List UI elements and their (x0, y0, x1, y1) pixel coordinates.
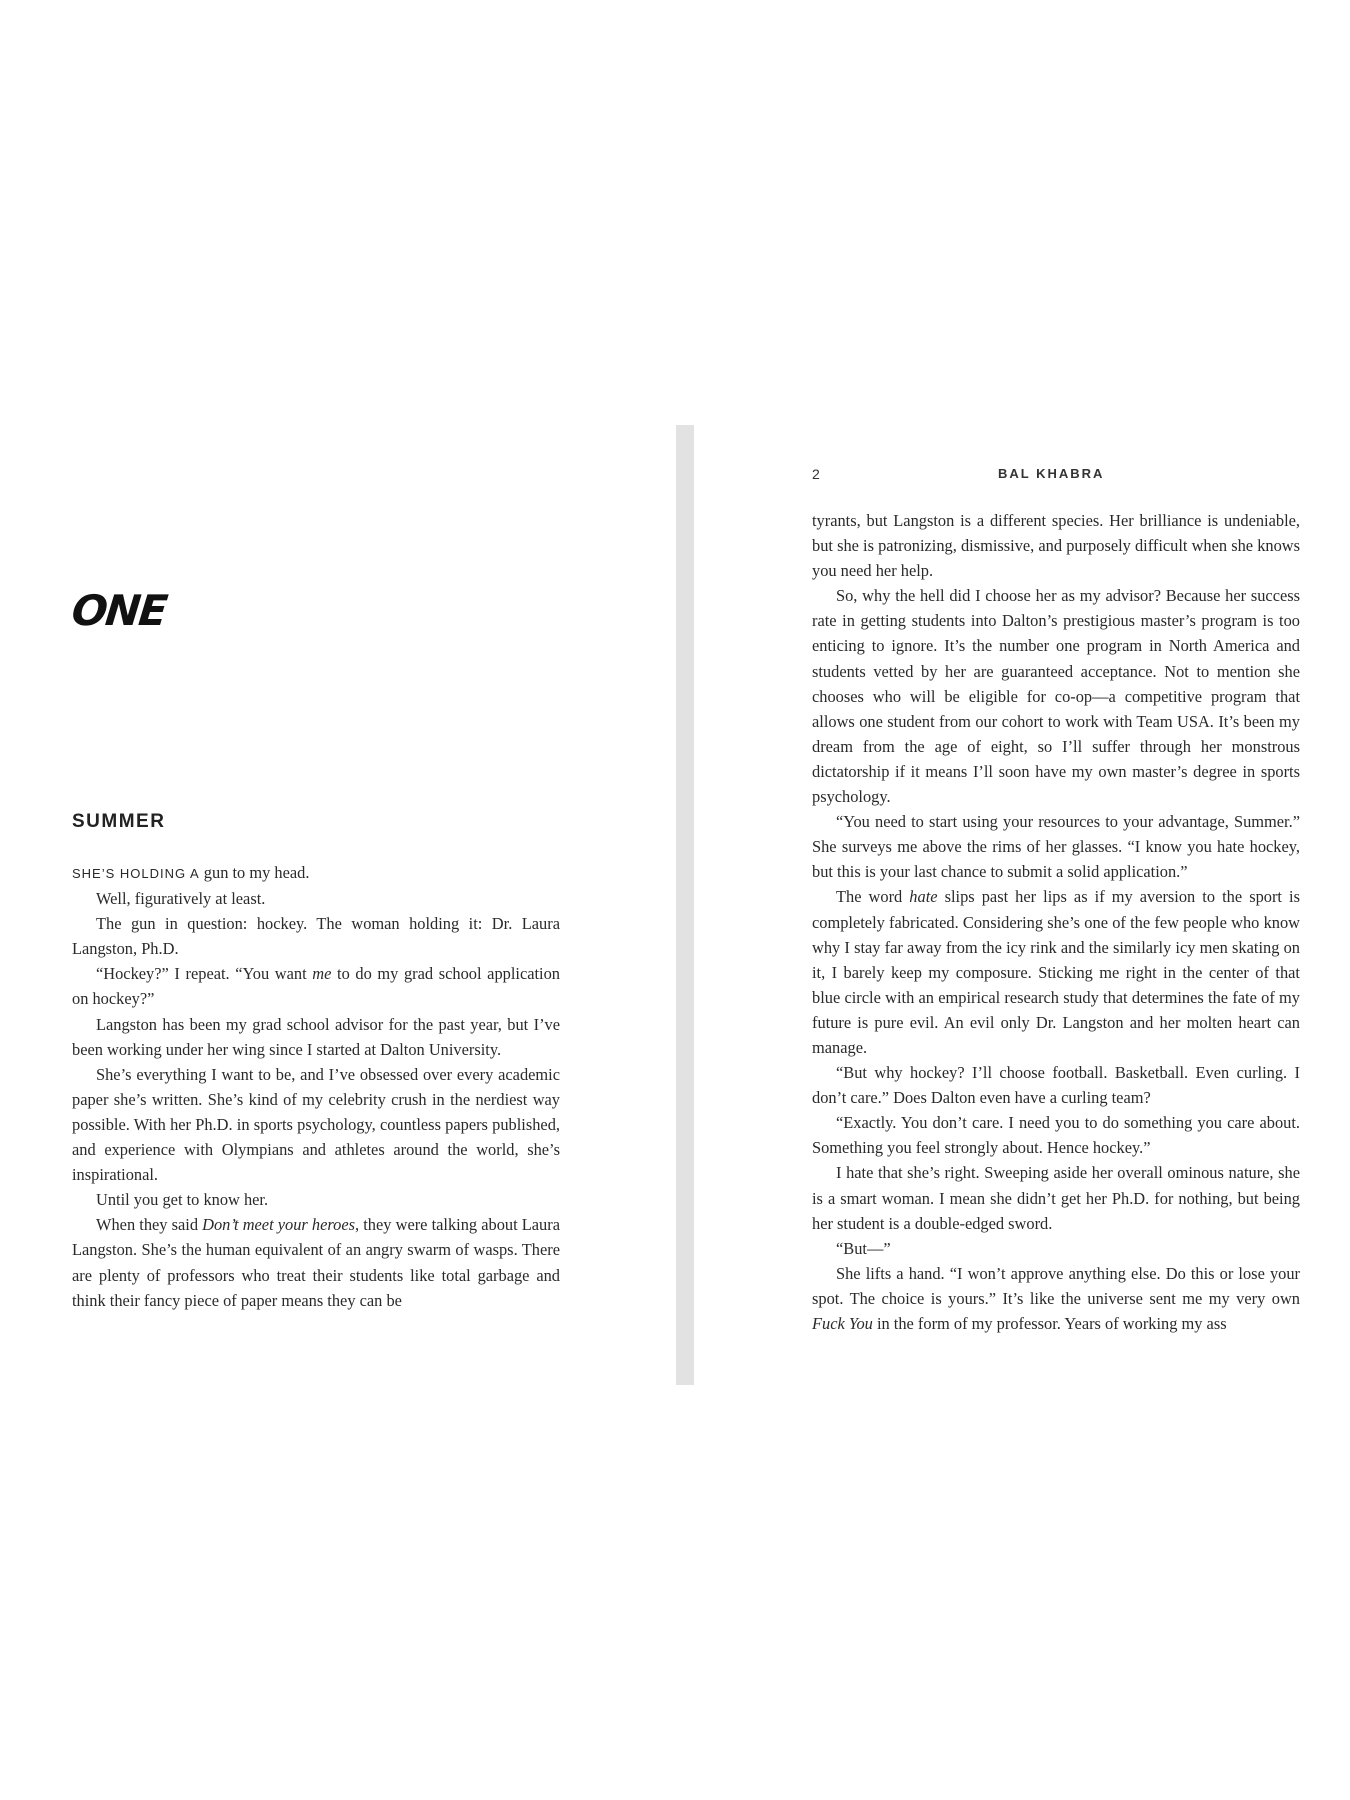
paragraph: Langston has been my grad school advisor for the past year, but I’ve been working under her wing since I started at Dalton University. (72, 1014, 560, 1059)
paragraph: tyrants, but Langston is a different species. Her brilliance is undeniable, but she is patronizing, dismissive, and purposely difficult when she knows you need her help. (812, 511, 1300, 581)
paragraph-text: “Hockey?” I repeat. “You want (96, 964, 313, 984)
right-page-body (812, 508, 1300, 1336)
paragraph: She’s everything I want to be, and I’ve obsessed over every academic paper she’s written. She’s kind of my celebrity crush in the nerdiest way possible. With her Ph.D. in sports psychology, countless papers published, and experience with Olympians and athletes around the world, she’s inspirational. (72, 1064, 560, 1185)
left-page-body (72, 860, 560, 1313)
paragraph (812, 1261, 1300, 1336)
paragraph-text: The word (836, 887, 910, 907)
paragraph: “But—” (836, 1238, 891, 1258)
paragraph (812, 884, 1300, 1060)
paragraph: Well, figuratively at least. (96, 889, 266, 909)
author-running-head: BAL KHABRA (998, 466, 1105, 481)
paragraph: Until you get to know her. (96, 1190, 269, 1210)
page-gutter (676, 425, 694, 1385)
paragraph-text: gun to my head. (199, 863, 310, 882)
page-number: 2 (812, 466, 820, 482)
lead-in-caps: SHE’S HOLDING A (72, 866, 200, 881)
paragraph-text: When they said (96, 1215, 203, 1235)
paragraph-text: in the form of my professor. Years of working my ass (872, 1314, 1227, 1333)
paragraph (72, 860, 560, 886)
paragraph: “You need to start using your resources to your advantage, Summer.” She surveys me above the rims of her glasses. “I know you hate hockey, but this is your last chance to submit a solid application.” (812, 812, 1300, 882)
paragraph (72, 1212, 560, 1312)
paragraph-text: She lifts a hand. “I won’t approve anything else. Do this or lose your spot. The choice is yours.” It’s like the universe sent me my very own (812, 1263, 1300, 1308)
emphasis: hate (909, 887, 938, 907)
running-head (812, 466, 1300, 486)
paragraph-text: , they were talking about Laura Langston. She’s the human equivalent of an angry swarm of wasps. There are plenty of professors who treat their students like total garbage and think their fancy piece of paper means they can be (72, 1215, 560, 1310)
emphasis: Don’t meet your heroes (202, 1215, 356, 1235)
paragraph (72, 961, 560, 1011)
chapter-number: ONE (69, 586, 169, 635)
emphasis: Fuck You (812, 1314, 873, 1333)
pov-heading: SUMMER (72, 811, 166, 832)
paragraph-text: to do my grad school application on hockey?” (72, 964, 560, 1009)
paragraph: I hate that she’s right. Sweeping aside her overall ominous nature, she is a smart woman. I mean she didn’t get her Ph.D. for nothing, but being her student is a double-edged sword. (812, 1163, 1300, 1233)
paragraph: So, why the hell did I choose her as my advisor? Because her success rate in getting students into Dalton’s prestigious master’s program is too enticing to ignore. It’s the number one program in North America and students vetted by her are guaranteed acceptance. Not to mention she chooses who will be eligible for co-op—a competitive program that allows one student from our cohort to work with Team USA. It’s been my dream from the age of eight, so I’ll suffer through her monstrous dictatorship if it means I’ll soon have my own master’s degree in sports psychology. (812, 586, 1300, 807)
paragraph: “But why hockey? I’ll choose football. Basketball. Even curling. I don’t care.” Does Dalton even have a curling team? (812, 1063, 1300, 1108)
paragraph: “Exactly. You don’t care. I need you to do something you care about. Something you feel strongly about. Hence hockey.” (812, 1113, 1300, 1158)
emphasis: me (312, 964, 332, 984)
paragraph: The gun in question: hockey. The woman holding it: Dr. Laura Langston, Ph.D. (72, 914, 560, 959)
paragraph-text: slips past her lips as if my aversion to the sport is completely fabricated. Considering she’s one of the few people who know why I stay far away from the icy rink and the similarly icy men skating on it, I barely keep my composure. Sticking me right in the center of that blue circle with an empirical research study that determines the fate of my future is pure evil. An evil only Dr. Langston and her molten heart can manage. (812, 887, 1300, 1057)
